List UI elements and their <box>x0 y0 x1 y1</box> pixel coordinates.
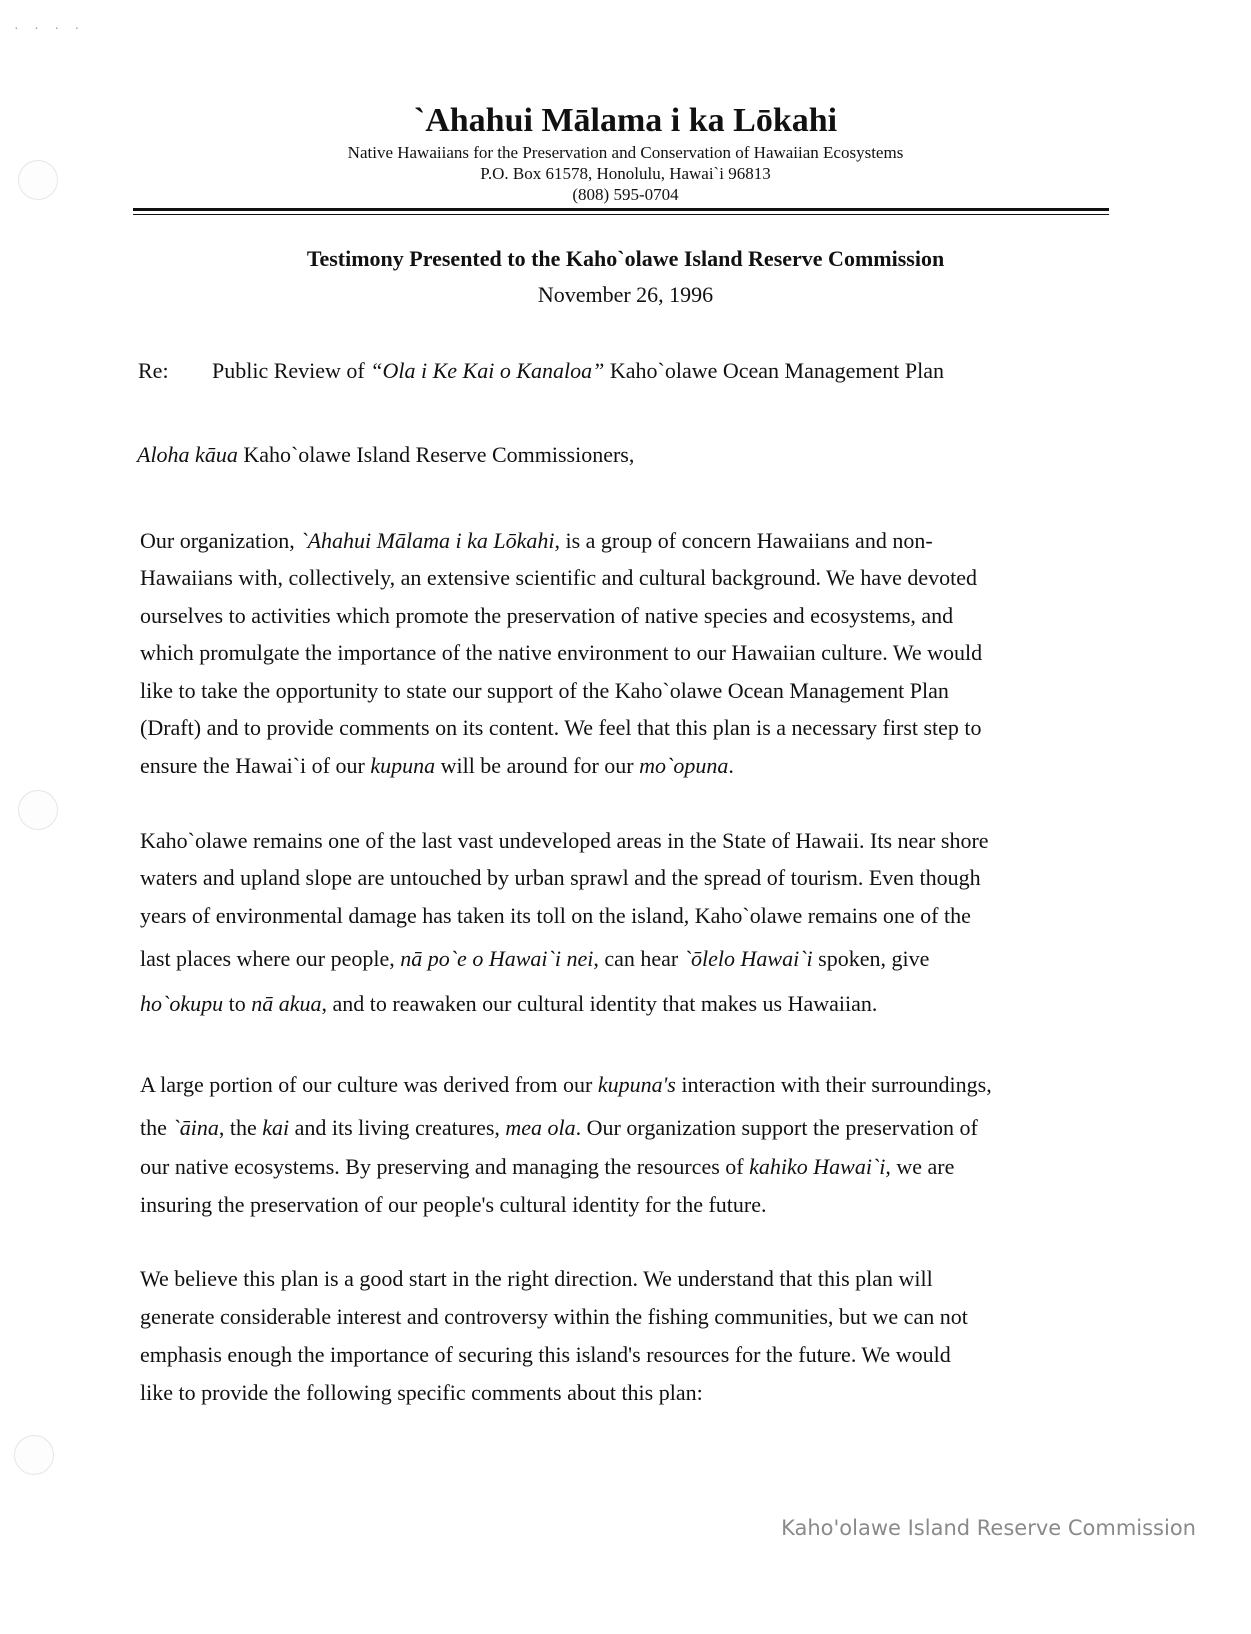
paragraph-3-line <box>140 1115 978 1141</box>
paragraph-2-line: years of environmental damage has taken its toll on the island, Kaho`olawe remains one of the <box>140 903 971 928</box>
text-run: `ōlelo Hawai`i <box>683 946 813 971</box>
paragraph-4-line: like to provide the following specific comments about this plan: <box>140 1380 703 1405</box>
text-run: ho`okupu <box>140 991 224 1016</box>
paragraph-3-line <box>140 1072 992 1098</box>
greeting: Aloha kāua <box>137 442 238 467</box>
re-prefix: Public Review of <box>212 358 371 383</box>
paragraph-2-line <box>140 991 877 1017</box>
text-run: the <box>140 1115 173 1140</box>
text-run: kupuna <box>370 753 436 778</box>
text-run: , and to reawaken our cultural identity that makes us Hawaiian. <box>321 991 878 1016</box>
paragraph-1-line: (Draft) and to provide comments on its content. We feel that this plan is a necessary first step to <box>140 715 982 740</box>
text-run: kahiko Hawai`i <box>749 1154 886 1179</box>
text-run: to <box>223 991 252 1016</box>
paragraph-1-line: like to take the opportunity to state our support of the Kaho`olawe Ocean Management Plan <box>140 678 949 703</box>
text-run: nā akua <box>251 991 322 1016</box>
text-run: ensure the Hawai`i of our <box>140 753 371 778</box>
punch-hole-bottom <box>14 1435 54 1475</box>
testimony-title: Testimony Presented to the Kaho`olawe Island Reserve Commission <box>306 246 945 271</box>
organization-phone: (808) 595-0704 <box>572 185 679 204</box>
text-run: nā po`e o Hawai`i nei <box>400 946 594 971</box>
text-run: and its living creatures, <box>289 1115 506 1140</box>
organization-address: P.O. Box 61578, Honolulu, Hawai`i 96813 <box>480 164 771 183</box>
text-run: , can hear <box>593 946 684 971</box>
paragraph-4-line: emphasis enough the importance of securing this island's resources for the future. We would <box>140 1342 951 1367</box>
text-run: will be around for our <box>435 753 640 778</box>
re-label: Re: <box>138 358 169 383</box>
paragraph-1-line: Hawaiians with, collectively, an extensive scientific and cultural background. We have devoted <box>140 565 977 590</box>
text-run: `Ahahui Mālama i ka Lōkahi <box>300 528 555 553</box>
punch-hole-middle <box>18 790 58 830</box>
text-run: mo`opuna <box>639 753 729 778</box>
paragraph-1-line: ourselves to activities which promote the preservation of native species and ecosystems, and <box>140 603 954 628</box>
paragraph-3-line: insuring the preservation of our people's cultural identity for the future. <box>140 1192 767 1217</box>
paragraph-1-line: which promulgate the importance of the native environment to our Hawaiian culture. We would <box>140 640 983 665</box>
text-run: interaction with their surroundings, <box>675 1072 992 1097</box>
text-run: , the <box>218 1115 263 1140</box>
text-run: last places where our people, <box>140 946 401 971</box>
addressee: Kaho`olawe Island Reserve Commissioners, <box>237 442 635 467</box>
text-run: , we are <box>885 1154 955 1179</box>
text-run: our native ecosystems. By preserving and managing the resources of <box>140 1154 750 1179</box>
paragraph-1-line <box>140 753 734 779</box>
text-run: A large portion of our culture was derived from our <box>140 1072 598 1097</box>
letterhead-rule <box>133 208 1109 211</box>
scan-specks: · · · · <box>14 22 86 37</box>
text-run: Our organization, <box>140 528 301 553</box>
text-run: kupuna's <box>597 1072 676 1097</box>
text-run: mea ola <box>505 1115 576 1140</box>
paragraph-4-line: generate considerable interest and controversy within the fishing communities, but we can not <box>140 1304 968 1329</box>
paragraph-4-line: We believe this plan is a good start in the right direction. We understand that this plan will <box>140 1266 933 1291</box>
plan-title: “Ola i Ke Kai o Kanaloa” <box>370 358 605 383</box>
salutation <box>137 442 634 468</box>
organization-tagline: Native Hawaiians for the Preservation and Conservation of Hawaiian Ecosystems <box>347 143 904 162</box>
text-run: spoken, give <box>812 946 930 971</box>
letterhead-rule-thin <box>133 214 1109 215</box>
text-run: `āina <box>172 1115 219 1140</box>
paragraph-2-line: waters and upland slope are untouched by urban sprawl and the spread of tourism. Even though <box>140 865 981 890</box>
paragraph-1-line <box>140 528 933 554</box>
testimony-date: November 26, 1996 <box>537 282 714 307</box>
paragraph-2-line <box>140 946 929 972</box>
re-suffix: Kaho`olawe Ocean Management Plan <box>604 358 945 383</box>
paragraph-2-line: Kaho`olawe remains one of the last vast undeveloped areas in the State of Hawaii. Its near shore <box>140 828 989 853</box>
archive-watermark: Kaho'olawe Island Reserve Commission <box>781 1516 1196 1540</box>
text-run: . <box>728 753 734 778</box>
text-run: kai <box>262 1115 290 1140</box>
re-subject <box>212 358 944 384</box>
text-run: , is a group of concern Hawaiians and non- <box>554 528 933 553</box>
organization-name: `Ahahui Mālama i ka Lōkahi <box>413 102 838 139</box>
text-run: . Our organization support the preservation of <box>575 1115 978 1140</box>
paragraph-3-line <box>140 1154 954 1180</box>
